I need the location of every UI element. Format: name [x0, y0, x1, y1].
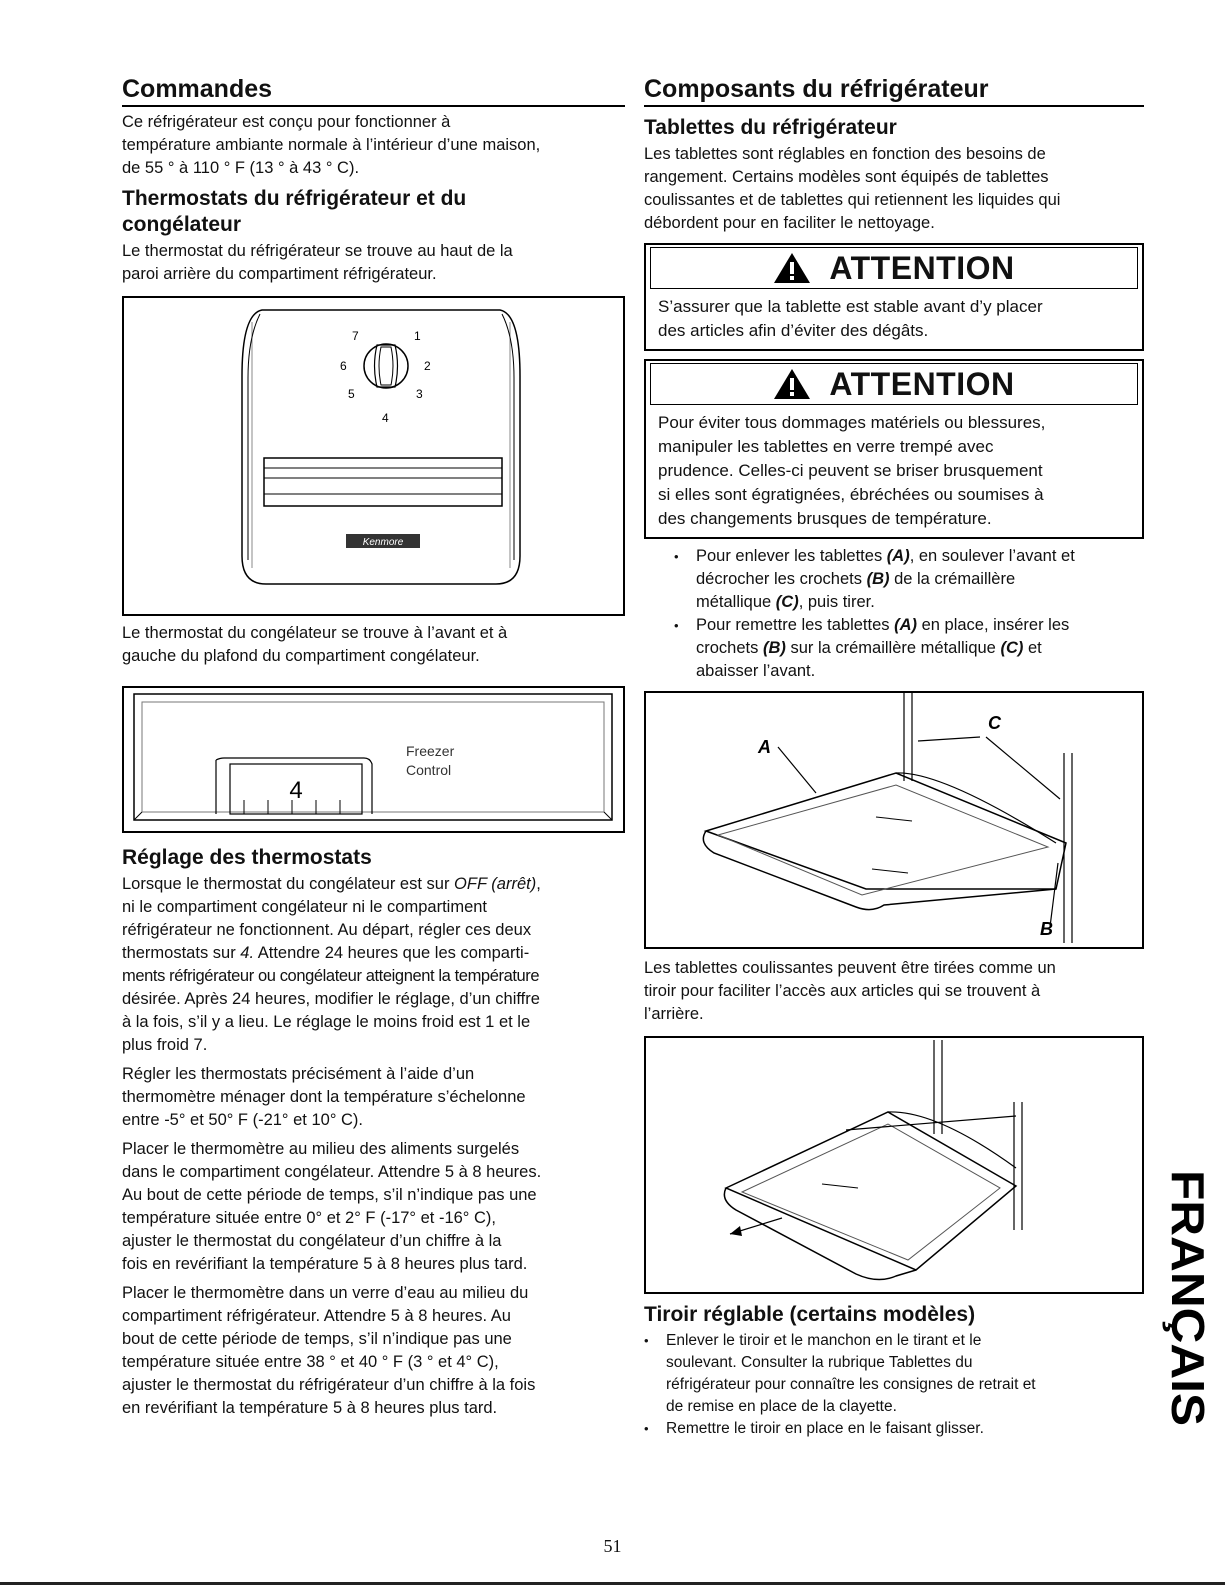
- attention-box-1: [644, 243, 1144, 351]
- attention-header-2: ATTENTION: [650, 363, 1138, 405]
- side-tab-text: FRANÇAIS: [1162, 1170, 1214, 1408]
- left-column: [122, 74, 625, 1426]
- label-c: C: [988, 713, 1001, 733]
- sliding-shelf-text: Les tablettes coulissantes peuvent être tirées comme un tiroir pour faciliter l’accès aux articles qui se trouvent à l’arrière.: [644, 959, 1056, 1023]
- label-a: A: [758, 737, 771, 757]
- shelf-instructions: [644, 545, 1144, 683]
- drawer-instructions: [644, 1330, 1144, 1440]
- setting-paragraph-4: Placer le thermomètre dans un verre d’eau au milieu du compartiment réfrigérateur. Attendre 5 à 8 heures. Au bout de cette période de temps, s’il n’indique pas une température située entre 38 ° et 40 ° F (3 ° et 4° C), ajuster le thermostat du réfrigérateur d’un chiffre à la fois en revérifiant la température 5 à 8 heures plus tard.: [122, 1284, 536, 1417]
- list-item: • Enlever le tiroir et le manchon en le tirant et le soulevant. Consulter la rubrique Tablettes du réfrigérateur pour connaître les consignes de retrait et de remise en place de la clayette.: [644, 1330, 1144, 1418]
- dial-number-2: 2: [424, 359, 431, 373]
- thermostats-text: Le thermostat du réfrigérateur se trouve au haut de la paroi arrière du compartiment réfrigérateur.: [122, 242, 513, 283]
- sliding-shelf-figure: [644, 1036, 1144, 1294]
- dial-number-6: 6: [340, 359, 347, 373]
- logo-text: Kenmore: [362, 537, 404, 548]
- shelves-heading: Tablettes du réfrigérateur: [644, 116, 897, 139]
- setting-paragraph-1: Lorsque le thermostat du congélateur est sur OFF (arrêt), ni le compartiment congélateur ni le compartiment réfrigérateur ne fonctionnent. Au départ, régler ces deux thermostats sur 4. Attendre 24 heures que les comparti- ments réfrigérateur ou congélateur atteignent la température désirée. Après 24 heures, modifier le réglage, d’un chiffre à la fois, s’il y a lieu. Le réglage le moins froid est 1 et le plus froid 7.: [122, 875, 541, 1054]
- attention-header-1: ATTENTION: [650, 247, 1138, 289]
- setting-paragraph-3: Placer le thermomètre au milieu des aliments surgelés dans le compartiment congélateur. Attendre 5 à 8 heures. Au bout de cette période de temps, s’il n’indique pas une température située entre 0° et 2° F (-17° et -16° C), ajuster le thermostat du congélateur d’un chiffre à la fois en revérifiant la température 5 à 8 heures plus tard.: [122, 1140, 542, 1273]
- dial-number-5: 5: [348, 387, 355, 401]
- dial-number-3: 3: [416, 387, 423, 401]
- freezer-label-line2: Control: [406, 762, 452, 778]
- freezer-label-line1: Freezer: [406, 743, 455, 759]
- components-heading: Composants du réfrigérateur: [644, 74, 1144, 107]
- attention-text-2: Pour éviter tous dommages matériels ou blessures, manipuler les tablettes en verre trempé avec prudence. Celles-ci peuvent se briser brusquement si elles sont égratignées, ébréchées ou soumises à des changements brusques de température.: [658, 413, 1046, 528]
- setting-paragraph-2: Régler les thermostats précisément à l’aide d’un thermomètre ménager dont la température s’échelonne entre -5° et 50° F (-21° et 10° C).: [122, 1065, 526, 1129]
- shelves-text: Les tablettes sont réglables en fonction des besoins de rangement. Certains modèles sont équipés de tablettes coulissantes et de tablettes qui retiennent les liquides qui débordent pour en faciliter le nettoyage.: [644, 145, 1061, 232]
- list-item: • Pour enlever les tablettes (A), en soulever l’avant et décrocher les crochets (B) de la crémaillère métallique (C), puis tirer.: [674, 545, 1144, 614]
- fridge-dial: [364, 344, 408, 388]
- list-item: • Pour remettre les tablettes (A) en place, insérer les crochets (B) sur la crémaillère métallique (C) et abaisser l’avant.: [674, 614, 1144, 683]
- freezer-control-figure: [122, 686, 625, 833]
- setting-thermostats-heading: Réglage des thermostats: [122, 846, 372, 869]
- thermostats-heading: Thermostats du réfrigérateur et du congélateur: [122, 187, 467, 236]
- warning-triangle-icon: [773, 368, 811, 400]
- fridge-thermostat-figure: [122, 296, 625, 616]
- attention-box-2: [644, 359, 1144, 539]
- page-number: 51: [603, 1536, 622, 1556]
- dial-number-1: 1: [414, 329, 421, 343]
- dial-number-4: 4: [382, 411, 389, 425]
- attention-text-1: S’assurer que la tablette est stable avant d’y placer des articles afin d’éviter des dégâts.: [658, 297, 1043, 340]
- drawer-heading: Tiroir réglable (certains modèles): [644, 1303, 976, 1326]
- freezer-thermostat-text: Le thermostat du congélateur se trouve à l’avant et à gauche du plafond du compartiment congélateur.: [122, 624, 508, 665]
- right-column: [644, 74, 1144, 1448]
- controls-heading: Commandes: [122, 74, 625, 107]
- language-side-tab: [1152, 1170, 1214, 1430]
- warning-triangle-icon: [773, 252, 811, 284]
- dial-number-7: 7: [352, 329, 359, 343]
- controls-intro: Ce réfrigérateur est conçu pour fonctionner à température ambiante normale à l’intérieur d’une maison, de 55 ° à 110 ° F (13 ° à 43 ° C).: [122, 113, 541, 177]
- list-item: • Remettre le tiroir en place en le faisant glisser.: [644, 1418, 1144, 1440]
- freezer-control-value: 4: [289, 777, 303, 804]
- label-b: B: [1040, 919, 1053, 939]
- shelf-removal-figure: [644, 691, 1144, 949]
